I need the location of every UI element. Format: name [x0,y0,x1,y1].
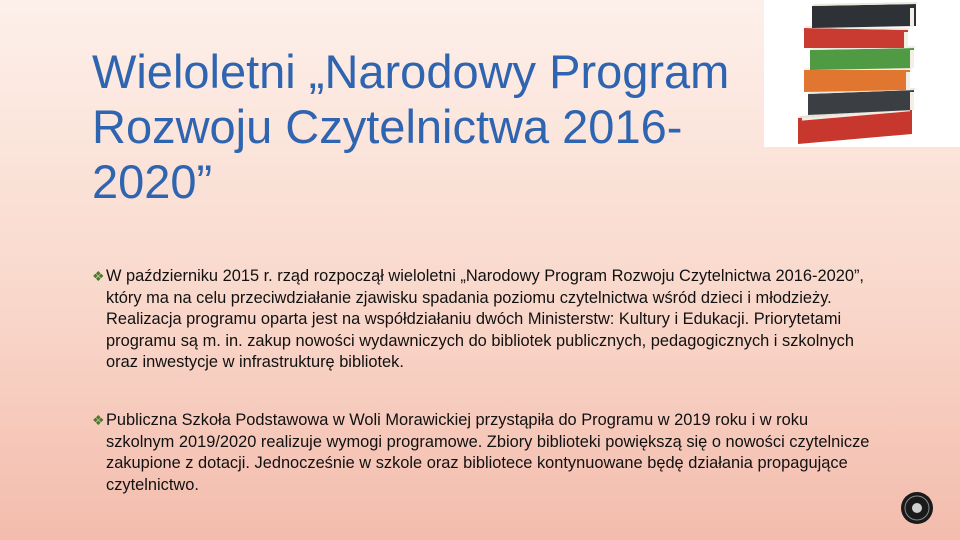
list-item [92,410,872,496]
checkmark-diamond-bullet-icon: ❖ [92,411,105,428]
round-logo-icon [900,491,934,525]
bullet-text: W październiku 2015 r. rząd rozpoczął wieloletni „Narodowy Program Rozwoju Czytelnictwa 2016-2020”, który ma na celu przeciwdziałanie zjawisku spadania poziomu czytelnictwa wśród dzieci i młodzieży. Realizacja programu oparta jest na współdziałaniu dwóch Ministerstw: Kultury i Edukacji. Priorytetami programu są m. in. zakup nowości wydawniczych do bibliotek publicznych, pedagogicznych i szkolnych oraz inwestycje w infrastrukturę bibliotek. [106,267,864,372]
books-image [764,0,960,147]
checkmark-diamond-bullet-icon: ❖ [92,268,105,284]
list-item [92,266,872,374]
title-line-3: 2020” [92,155,213,208]
title-line-2: Rozwoju Czytelnictwa 2016- [92,100,683,153]
stack-of-books-icon [764,0,960,147]
bullet-list [92,266,872,496]
bullet-text: Publiczna Szkoła Podstawowa w Woli Morawickiej przystąpiła do Programu w 2019 roku i w roku szkolnym 2019/2020 realizuje wymogi programowe. Zbiory biblioteki powiększą się o nowości czytelnicze zakupione z dotacji. Jednocześnie w szkole oraz bibliotece kontynuowane będę działania propagujące czytelnictwo. [106,410,870,494]
title-line-1: Wieloletni „Narodowy Program [92,45,730,98]
